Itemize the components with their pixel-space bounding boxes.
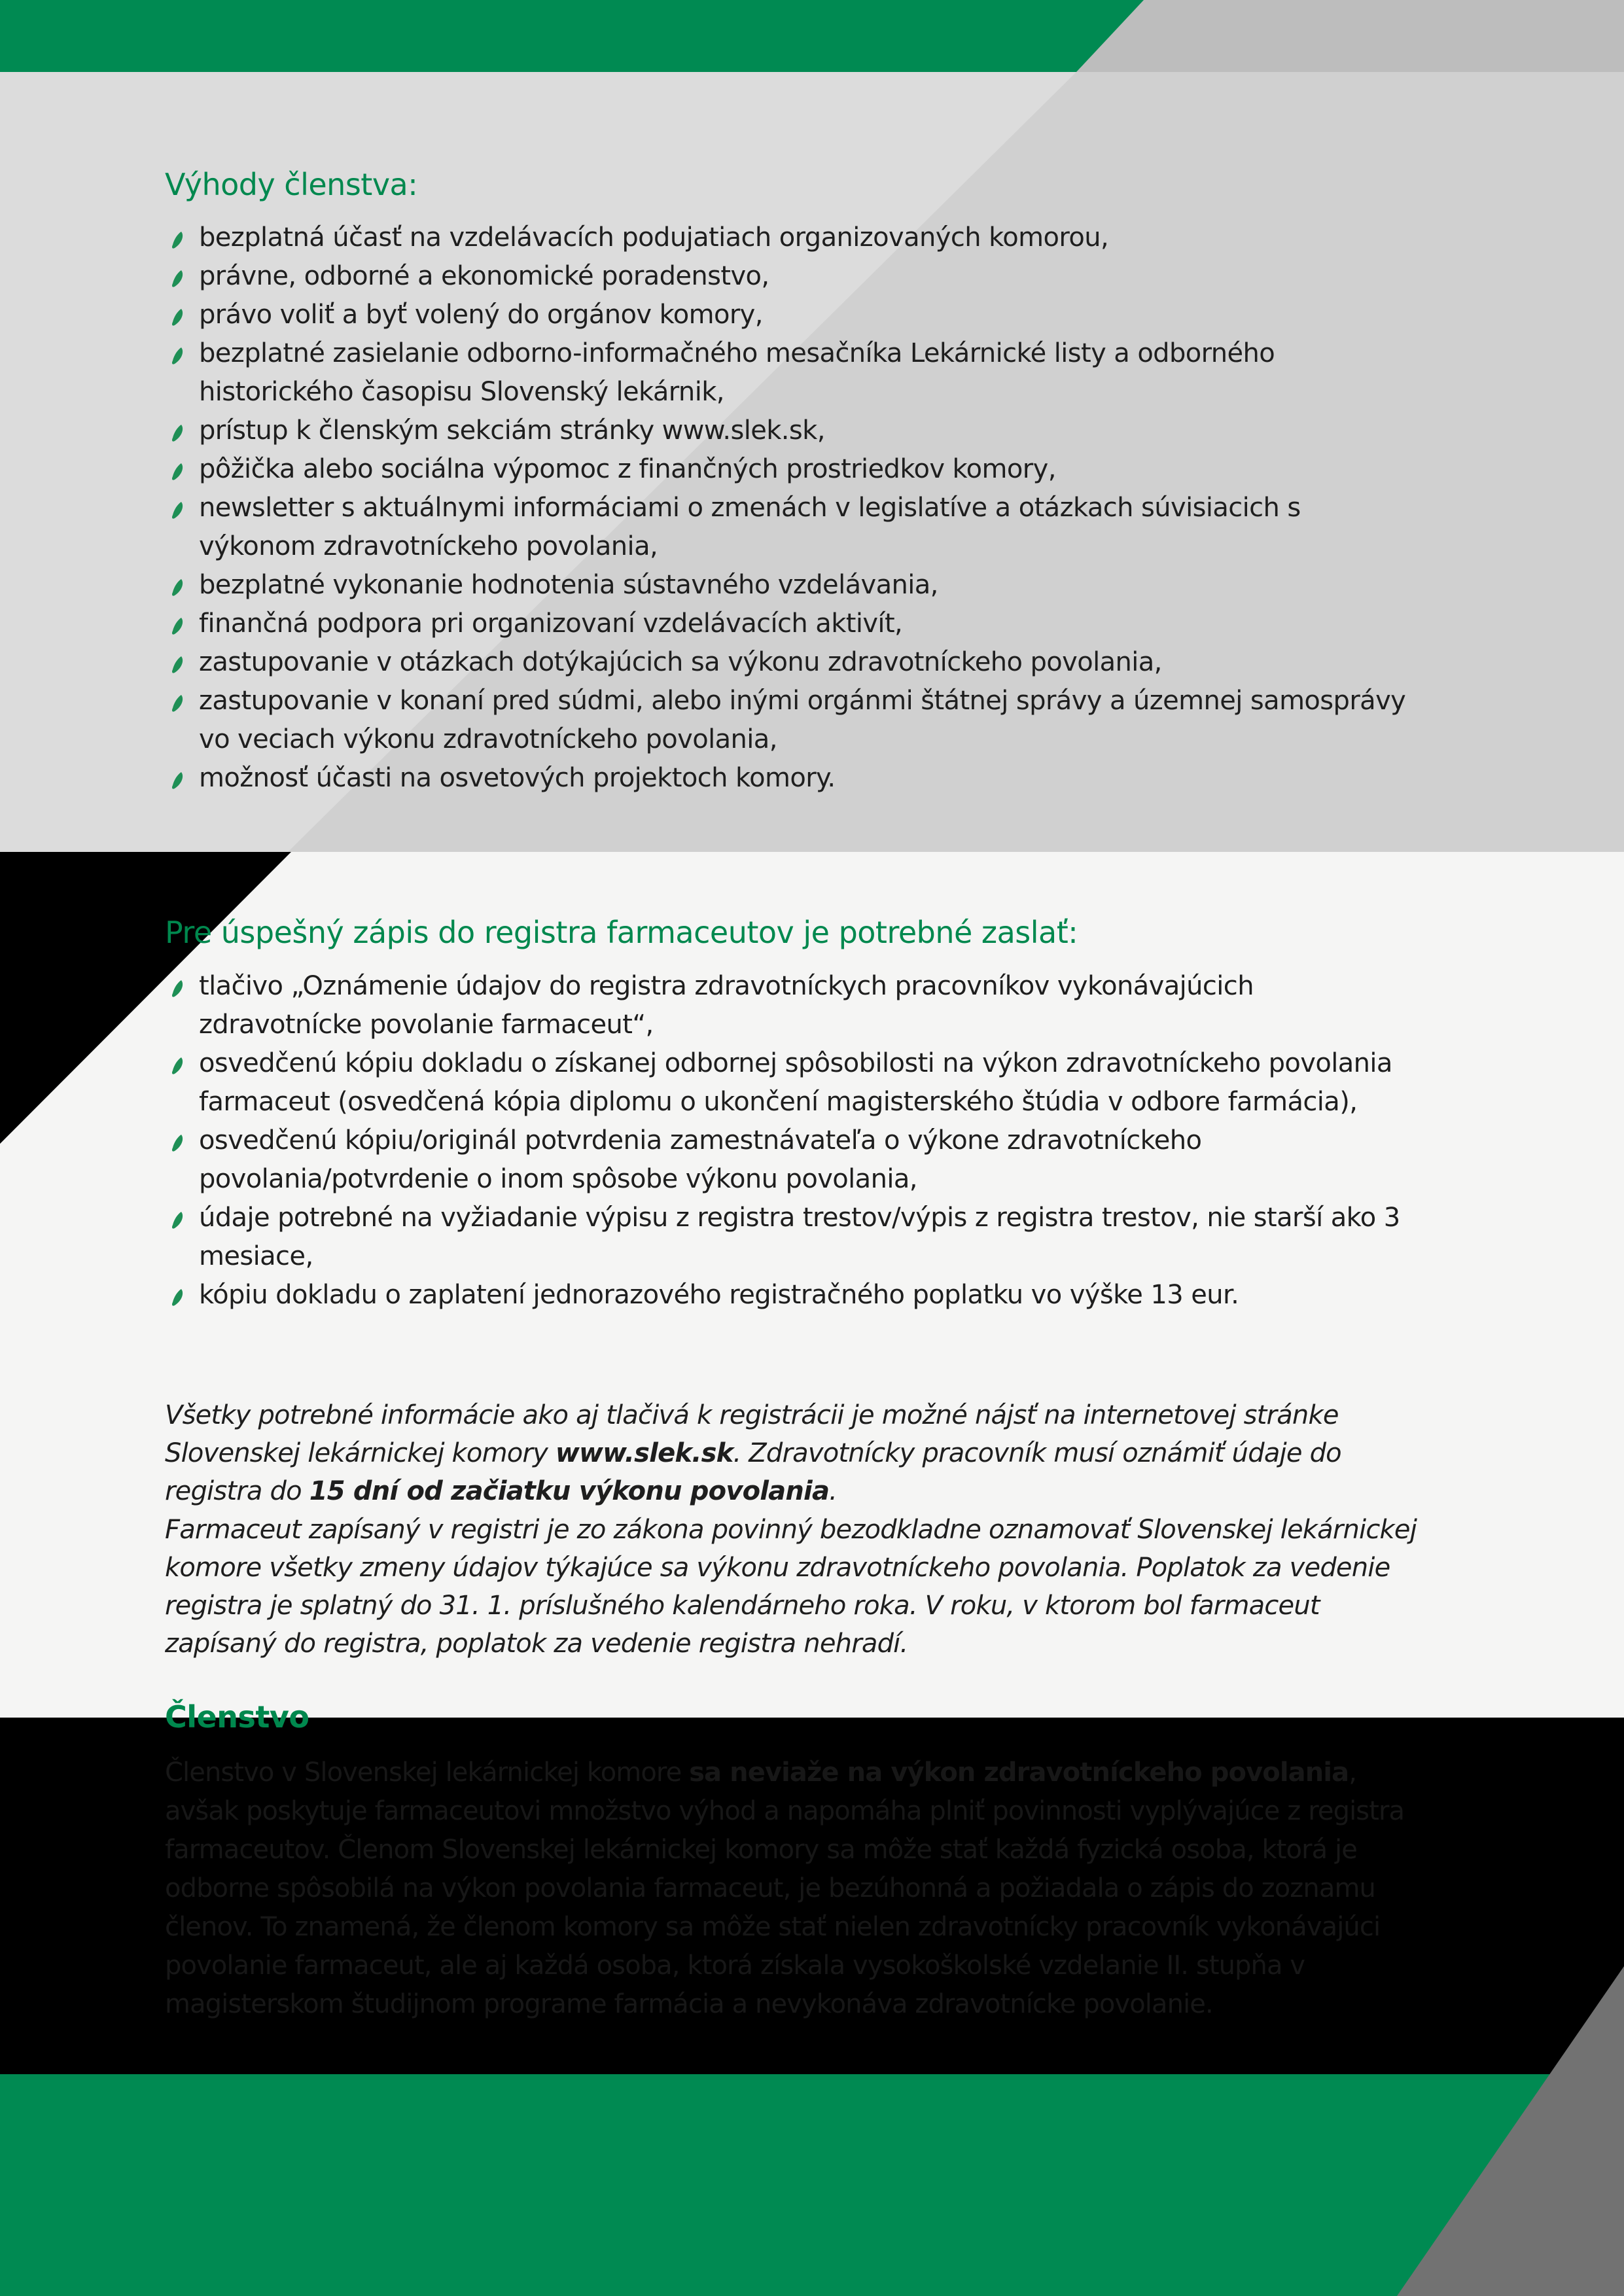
list-item [165, 682, 1408, 759]
leaf-icon [171, 694, 185, 713]
list-item-text: bezplatná účasť na vzdelávacích podujatiach organizovaných komorou, [199, 222, 1109, 253]
list-item [165, 489, 1408, 566]
registration-note-fees: Farmaceut zapísaný v registri je zo zákona povinný bezodkladne oznamovať Slovenskej lekárnickej komore všetky zmeny údajov týkajúce sa výkonu zdravotníckeho povolania. Poplatok za vedenie registra je splatný do 31. 1. príslušného kalendárneho roka. V roku, v ktorom bol farmaceut zapísaný do registra, poplatok za vedenie registra nehradí. [165, 1515, 1417, 1659]
list-item-text: kópiu dokladu o zaplatení jednorazového registračného poplatku vo výške 13 eur. [199, 1280, 1239, 1310]
registration-title: Pre úspešný zápis do registra farmaceutov je potrebné zaslať: [165, 915, 1078, 950]
list-item [165, 334, 1408, 412]
list-item [165, 759, 1408, 798]
leaf-icon [171, 1056, 185, 1076]
list-item [165, 1044, 1421, 1122]
membership-text: Členstvo v Slovenskej lekárnickej komore sa neviaže na výkon zdravotníckeho povolania, avšak poskytuje farmaceutovi množstvo výhod a napomáha plniť povinnosti vyplývajúce z registra farmaceutov. Členom Slovenskej lekárnickej komory sa môže stať každá fyzická osoba, ktorá je odborne spôsobilá na výkon povolania farmaceut, je bezúhonná a požiadala o zápis do zoznamu členov. To znamená, že členom komory sa môže stať nielen zdravotnícky pracovník vykonávajúci povolanie farmaceut, ale aj každá osoba, ktorá získala vysokoškolské vzdelanie II. stupňa v magisterskom študijnom programe farmácia a nevykonáva zdravotnícke povolanie. [165, 1757, 1405, 2019]
leaf-icon [171, 423, 185, 443]
list-item [165, 257, 1408, 296]
list-item [165, 450, 1408, 489]
registration-note: Všetky potrebné informácie ako aj tlačivá k registrácii je možné nájsť na internetovej stránke Slovenskej lekárnickej komory www.slek.sk. Zdravotnícky pracovník musí oznámiť údaje do registra do 15 dní od začiatku výkonu povolania. [165, 1400, 1341, 1506]
list-item [165, 1122, 1421, 1199]
list-item-text: prístup k členským sekciám stránky www.slek.sk, [199, 415, 825, 446]
leaf-icon [171, 1288, 185, 1307]
leaf-icon [171, 269, 185, 289]
list-item [165, 296, 1408, 334]
list-item-text: právo voliť a byť volený do orgánov komory, [199, 300, 763, 330]
leaf-icon [171, 1210, 185, 1230]
website-link[interactable]: www.slek.sk [555, 1438, 733, 1468]
leaf-icon [171, 346, 185, 366]
list-item-text: možnosť účasti na osvetových projektoch komory. [199, 763, 836, 793]
list-item-text: bezplatné zasielanie odborno-informačného mesačníka Lekárnické listy a odborného historického časopisu Slovenský lekárnik, [199, 338, 1275, 407]
list-item-text: osvedčenú kópiu dokladu o získanej odbornej spôsobilosti na výkon zdravotníckeho povolania farmaceut (osvedčená kópia diplomu o ukončení magisterského štúdia v odbore farmácia), [199, 1048, 1392, 1117]
list-item [165, 412, 1408, 450]
leaf-icon [171, 230, 185, 250]
leaf-icon [171, 308, 185, 327]
list-item [165, 219, 1408, 257]
list-item [165, 566, 1408, 605]
leaf-icon [171, 979, 185, 998]
list-item-text: tlačivo „Oznámenie údajov do registra zdravotníckych pracovníkov vykonávajúcich zdravotnícke povolanie farmaceut“, [199, 971, 1254, 1040]
list-item [165, 1199, 1421, 1276]
list-item-text: newsletter s aktuálnymi informáciami o zmenách v legislatíve a otázkach súvisiacich s výkonom zdravotníckeho povolania, [199, 493, 1301, 561]
leaf-icon [171, 616, 185, 636]
list-item-text: zastupovanie v konaní pred súdmi, alebo inými orgánmi štátnej správy a územnej samosprávy vo veciach výkonu zdravotníckeho povolania, [199, 686, 1406, 754]
deadline-text: 15 dní od začiatku výkonu povolania [309, 1476, 830, 1506]
list-item [165, 605, 1408, 643]
leaf-icon [171, 501, 185, 520]
list-item-text: pôžička alebo sociálna výpomoc z finančných prostriedkov komory, [199, 454, 1056, 484]
membership-title: Členstvo [165, 1699, 309, 1735]
list-item-text: osvedčenú kópiu/originál potvrdenia zamestnávateľa o výkone zdravotníckeho povolania/potvrdenie o inom spôsobe výkonu povolania, [199, 1125, 1202, 1194]
leaf-icon [171, 655, 185, 675]
list-item-text: zastupovanie v otázkach dotýkajúcich sa výkonu zdravotníckeho povolania, [199, 647, 1162, 677]
benefits-list [165, 219, 1408, 798]
benefits-title: Výhody členstva: [165, 167, 418, 202]
leaf-icon [171, 1133, 185, 1153]
leaf-icon [171, 771, 185, 790]
leaf-icon [171, 462, 185, 482]
list-item-text: údaje potrebné na vyžiadanie výpisu z registra trestov/výpis z registra trestov, nie starší ako 3 mesiace, [199, 1203, 1400, 1271]
list-item [165, 643, 1408, 682]
list-item [165, 967, 1421, 1044]
list-item-text: finančná podpora pri organizovaní vzdelávacích aktivít, [199, 609, 903, 639]
leaf-icon [171, 578, 185, 597]
registration-list [165, 967, 1421, 1315]
list-item-text: právne, odborné a ekonomické poradenstvo, [199, 261, 769, 291]
membership-bold-text: sa neviaže na výkon zdravotníckeho povolania [689, 1757, 1349, 1788]
list-item-text: bezplatné vykonanie hodnotenia sústavného vzdelávania, [199, 570, 938, 600]
list-item [165, 1276, 1421, 1315]
